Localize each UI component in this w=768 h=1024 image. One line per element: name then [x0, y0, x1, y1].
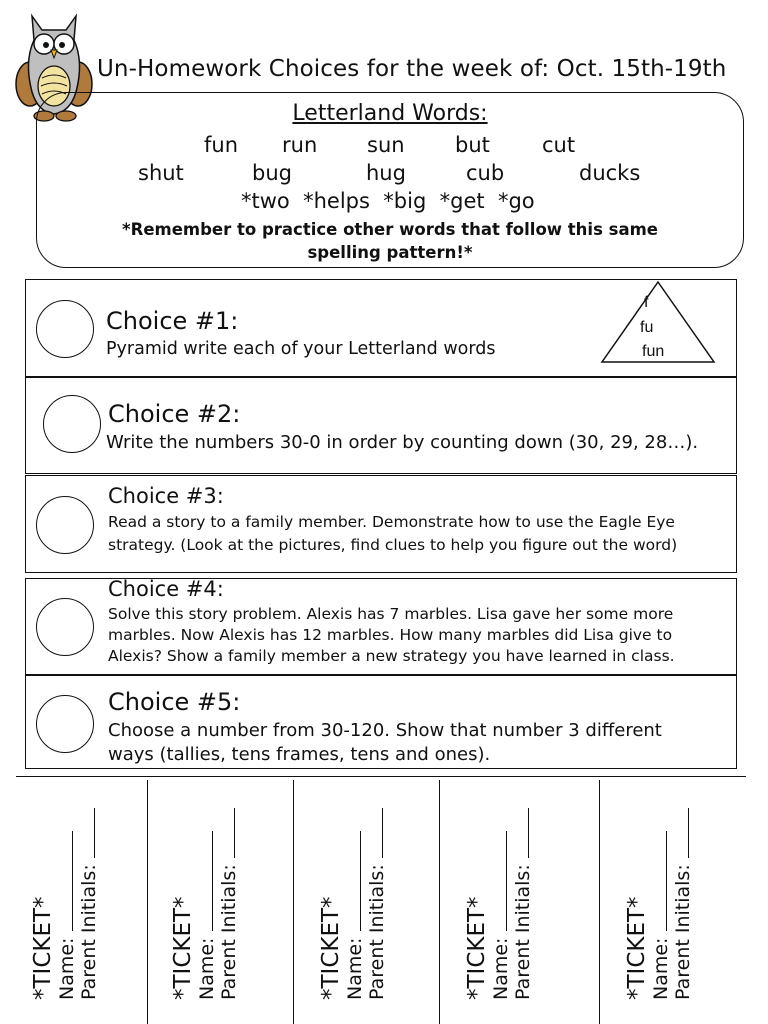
ticket-divider — [599, 780, 600, 1024]
name-blank[interactable] — [212, 831, 213, 931]
pyramid-row: fun — [642, 343, 665, 360]
ticket — [464, 808, 534, 1000]
choice-title: Choice #1: — [106, 307, 239, 335]
ticket-divider — [147, 780, 148, 1024]
parent-initials-label: Parent Initials: — [672, 864, 694, 1000]
pyramid-example — [600, 280, 716, 366]
word: cut — [542, 133, 576, 157]
name-label: Name: — [490, 937, 512, 1000]
choice-description: Choose a number from 30-120. Show that number 3 different ways (tallies, tens frames, tens and ones). — [108, 720, 662, 765]
ticket-label: *TICKET* — [624, 896, 650, 1000]
choice-5-checkbox[interactable] — [36, 695, 94, 753]
choice-5-box — [25, 675, 737, 769]
word: fun — [204, 133, 239, 157]
ticket — [30, 808, 100, 1000]
initials-blank[interactable] — [528, 808, 529, 858]
parent-initials-label: Parent Initials: — [78, 864, 100, 1000]
ticket — [170, 808, 240, 1000]
ticket — [624, 808, 694, 1000]
pyramid-row: fu — [640, 319, 654, 336]
ticket-label: *TICKET* — [170, 896, 196, 1000]
ticket-label: *TICKET* — [318, 896, 344, 1000]
choice-1-box — [25, 279, 737, 377]
name-label: Name: — [56, 937, 78, 1000]
choice-title: Choice #5: — [108, 688, 241, 716]
pyramid-row: f — [644, 294, 649, 311]
choice-title: Choice #4: — [108, 577, 224, 601]
parent-initials-label: Parent Initials: — [512, 864, 534, 1000]
word: shut — [138, 161, 184, 185]
choice-description: Solve this story problem. Alexis has 7 marbles. Lisa gave her some more marbles. Now Alexis has 12 marbles. How many marbles did Lisa give to Alexis? Show a family member a new strategy you have learned in class. — [108, 605, 675, 665]
word: hug — [366, 161, 406, 185]
choice-title: Choice #2: — [108, 400, 241, 428]
choice-4-box — [25, 578, 737, 675]
choice-3-box — [25, 475, 737, 573]
ticket-divider — [293, 780, 294, 1024]
choice-description: Pyramid write each of your Letterland words — [106, 339, 496, 359]
ticket-label: *TICKET* — [30, 896, 56, 1000]
name-blank[interactable] — [666, 831, 667, 931]
word: but — [455, 133, 490, 157]
choice-description: Read a story to a family member. Demonstrate how to use the Eagle Eye strategy. (Look at the pictures, find clues to help you figure out the word) — [108, 513, 678, 554]
parent-initials-label: Parent Initials: — [366, 864, 388, 1000]
reminder-note: *Remember to practice other words that follow this same spelling pattern!* — [122, 220, 658, 262]
word: sun — [367, 133, 405, 157]
tricky-words: *two *helps *big *get *go — [241, 189, 535, 213]
ticket-label: *TICKET* — [464, 896, 490, 1000]
initials-blank[interactable] — [234, 808, 235, 858]
choice-2-box — [25, 377, 737, 474]
letterland-heading: Letterland Words: — [292, 101, 488, 126]
name-label: Name: — [196, 937, 218, 1000]
name-blank[interactable] — [506, 831, 507, 931]
choice-title: Choice #3: — [108, 484, 224, 508]
name-blank[interactable] — [72, 831, 73, 931]
choice-2-checkbox[interactable] — [43, 395, 101, 453]
word: cub — [466, 161, 505, 185]
choice-4-checkbox[interactable] — [36, 598, 94, 656]
name-blank[interactable] — [360, 831, 361, 931]
initials-blank[interactable] — [94, 808, 95, 858]
choice-3-checkbox[interactable] — [36, 496, 94, 554]
choice-description: Write the numbers 30-0 in order by counting down (30, 29, 28…). — [106, 432, 699, 453]
initials-blank[interactable] — [382, 808, 383, 858]
cut-line — [16, 776, 746, 777]
word: bug — [252, 161, 292, 185]
letterland-words-box — [36, 92, 744, 268]
name-label: Name: — [344, 937, 366, 1000]
initials-blank[interactable] — [688, 808, 689, 858]
ticket-divider — [439, 780, 440, 1024]
choice-1-checkbox[interactable] — [36, 300, 94, 358]
word: ducks — [579, 161, 641, 185]
parent-initials-label: Parent Initials: — [218, 864, 240, 1000]
ticket — [318, 808, 388, 1000]
word: run — [282, 133, 318, 157]
name-label: Name: — [650, 937, 672, 1000]
page-title: Un-Homework Choices for the week of: Oct. 15th-19th — [97, 56, 727, 82]
